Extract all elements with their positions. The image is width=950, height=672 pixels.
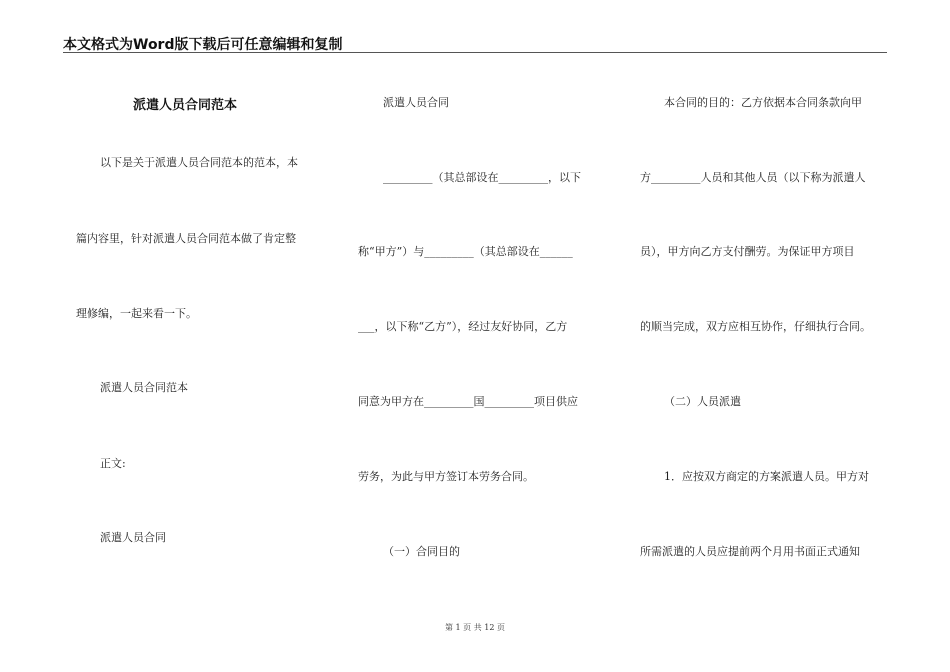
col3-line-6: 1．应按双方商定的方案派遣人员。甲方对	[664, 470, 869, 483]
col3-line-7: 所需派遣的人员应提前两个月用书面正式通知	[640, 545, 860, 558]
col2-line-5: 同意为甲方在_________国_________项目供应	[358, 395, 578, 408]
col3-line-2: 方_________人员和其他人员（以下称为派遣人	[640, 171, 866, 184]
col2-line-7: （一）合同目的	[383, 545, 460, 558]
col3-line-5: （二）人员派遣	[664, 395, 741, 408]
page-number: 第 1 页 共 12 页	[445, 623, 505, 632]
document-header: 本文格式为Word版下载后可任意编辑和复制	[63, 37, 343, 53]
col1-line-6: 派遣人员合同	[100, 531, 166, 544]
col1-line-5: 正文:	[100, 457, 126, 470]
col2-line-6: 劳务，为此与甲方签订本劳务合同。	[358, 470, 534, 483]
col1-line-3: 理修编，一起来看一下。	[76, 307, 197, 320]
col1-line-1: 以下是关于派遣人员合同范本的范本，本	[100, 156, 298, 169]
col2-line-3: 称“甲方”）与_________（其总部设在______	[358, 245, 573, 258]
col3-line-3: 员），甲方向乙方支付酬劳。为保证甲方项目	[640, 245, 855, 258]
col1-line-4: 派遣人员合同范本	[100, 381, 188, 394]
col1-line-2: 篇内容里，针对派遣人员合同范本做了肯定整	[76, 232, 296, 245]
col2-line-1: 派遣人员合同	[383, 96, 449, 109]
header-divider	[63, 52, 887, 53]
document-title: 派遣人员合同范本	[133, 98, 238, 113]
col2-line-2: _________（其总部设在_________，以下	[383, 171, 581, 184]
col2-line-4: ___，以下称“乙方”），经过友好协同，乙方	[358, 320, 568, 333]
col3-line-4: 的顺当完成，双方应相互协作，仔细执行合同。	[640, 320, 871, 333]
col3-line-1: 本合同的目的：乙方依据本合同条款向甲	[664, 96, 862, 109]
